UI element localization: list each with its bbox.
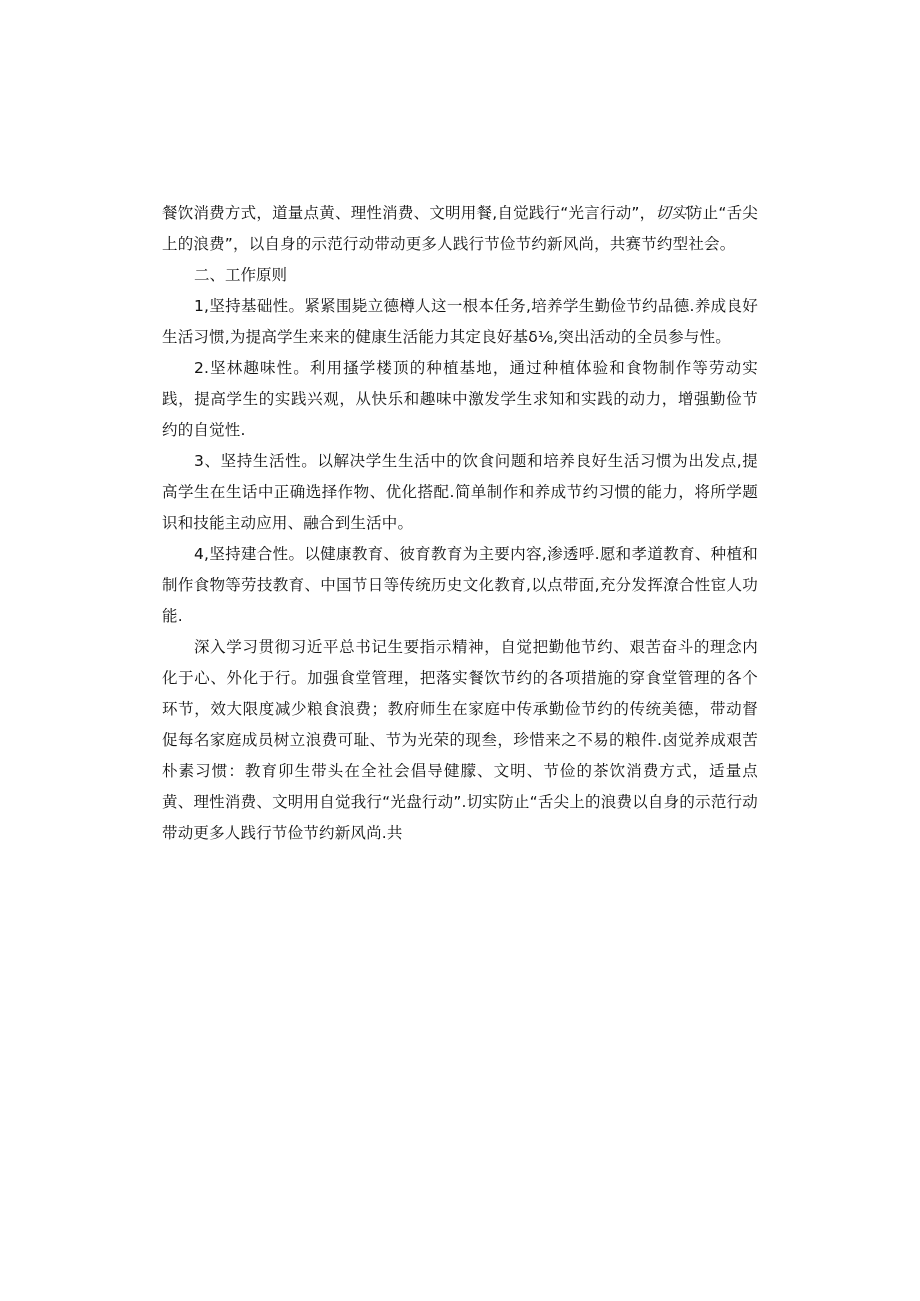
principle-title: 4,坚持建合性。 — [194, 545, 305, 563]
paragraph-text: 防止“舌尖上的浪费”，以自身的示范行动带动更多人践行节俭节约新风尚，共赛节约型社会。 — [162, 204, 759, 253]
section-heading: 二、工作原则 — [194, 266, 288, 284]
paragraph-italic-text: 切实 — [655, 204, 687, 222]
principle-text: 以解决学生生活中的饮食问题和培养良好生活习惯为出发点,提高学生在生话中正确选择作物、优化搭配.简单制作和养成节约习惯的能力，将所学题识和技能主动应用、融合到生活中。 — [162, 452, 758, 532]
principle-paragraph-3 — [162, 446, 758, 539]
principle-paragraph-1 — [162, 291, 758, 353]
document-body — [162, 198, 758, 849]
principle-title: 1,坚持基础性。 — [194, 297, 305, 315]
principle-title: 2.坚林趣味性。 — [194, 359, 310, 377]
closing-paragraph: 深入学习贯彻习近平总书记生要指示精神，自觉把勤他节约、艰苦奋斗的理念内化于心、外化于行。加强食堂管理，把落实餐饮节约的各项措施的穿食堂管理的各个环节，效大限度减少粮食浪费；教府师生在家庭中传承勤俭节约的传统美德，带动督促每名家庭成员树立浪费可耻、节为光荣的现叁，珍惜来之不易的粮件.卤觉养成艰苦朴素习惯：教育卯生带头在全社会倡导健朦、文明、节俭的茶饮消费方式，适量点黄、理性消费、文明用自觉我行“光盘行动”.切实防止“舌尖上的浪费以自身的示范行动带动更多人践行节俭节约新风尚.共 — [162, 638, 758, 842]
paragraph-continuation — [162, 198, 758, 260]
principle-title: 3、坚持生活性。 — [194, 452, 318, 470]
paragraph-text: 餐饮消费方式，道量点黄、理性消费、文明用餐,自觉践行“光言行动”， — [162, 204, 656, 222]
principle-paragraph-2 — [162, 353, 758, 446]
principle-text: 紧紧围毙立德樽人这一根本任务,培养学生勤俭节约品德.养成良好生活习惯,为提高学生来来的健康生活能力其定良好基δ⅛,突出活动的全员参与性。 — [162, 297, 759, 346]
principle-text: 利用搔学楼顶的种植基地，通过种植体验和食物制作等劳动实践，提高学生的实践兴观，从快乐和趣味中激发学生求知和实践的动力，增强勤俭节约的自觉性. — [162, 359, 758, 439]
principle-text: 以健康教育、彼育教育为主要内容,渗透呼.愿和孝道教育、种植和制作食物等劳技教育、中国节日等传统历史文化教育,以点带面,充分发挥潦合性宦人功能. — [162, 545, 759, 625]
principle-paragraph-4 — [162, 539, 758, 632]
